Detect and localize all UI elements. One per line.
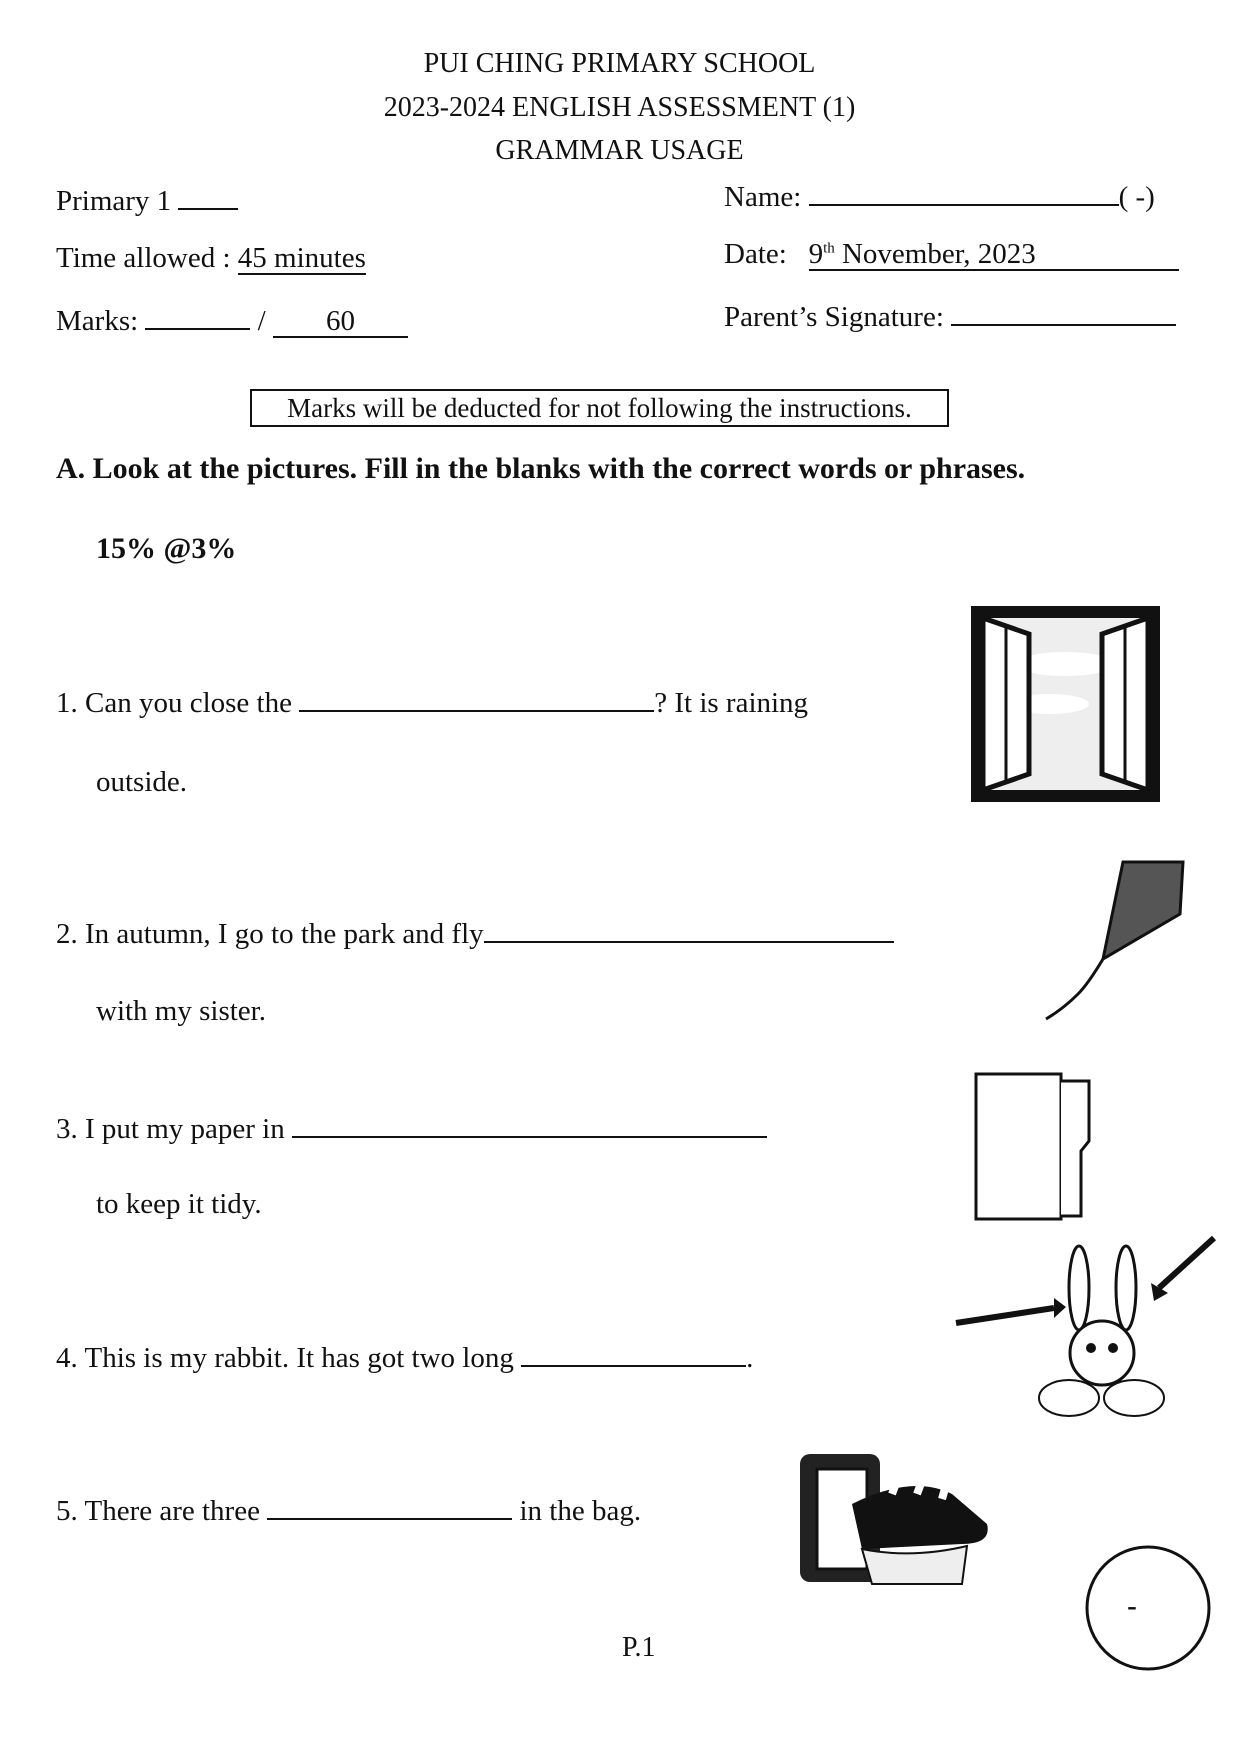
score-value: - [1127,1590,1137,1622]
instruction-notice: Marks will be deducted for not following the instructions. [250,389,949,427]
section-a-marks: 15% @3% [96,532,237,565]
marks-field [56,306,408,338]
bag-picture [792,1434,994,1586]
rabbit-picture [954,1233,1216,1423]
marks-blank[interactable] [145,306,250,330]
date-field [724,240,1179,271]
page-number: P.1 [622,1632,656,1663]
paper-title: GRAMMAR USAGE [495,135,744,166]
question-2-line2: with my sister. [96,995,266,1027]
date-label: Date: [724,238,787,270]
name-label: Name: [724,181,802,213]
signature-blank[interactable] [951,302,1176,326]
time-label: Time allowed : [56,242,231,274]
signature-field [724,302,1176,332]
question-2: 2. In autumn, I go to the park and fly [56,919,894,949]
time-value: 45 minutes [237,242,366,274]
class-blank[interactable] [178,186,238,210]
name-blank[interactable] [809,182,1119,206]
marks-total: 60 [273,307,408,338]
answer-blank-1[interactable] [299,688,654,712]
marks-separator: / [257,305,266,337]
class-number: ( -) [1118,181,1155,213]
score-circle [1084,1544,1212,1672]
section-a-title: A. Look at the pictures. Fill in the blanks with the correct words or phrases. [56,452,1026,485]
school-name: PUI CHING PRIMARY SCHOOL [423,48,816,79]
question-3-line2: to keep it tidy. [96,1188,262,1220]
assessment-title: 2023-2024 ENGLISH ASSESSMENT (1) [383,92,856,123]
question-1-line2: outside. [96,766,188,798]
question-4: 4. This is my rabbit. It has got two long . [56,1342,754,1374]
answer-blank-5[interactable] [267,1496,512,1520]
kite-picture [1038,854,1188,1024]
answer-blank-3[interactable] [292,1114,767,1138]
window-picture [969,604,1162,804]
time-field [56,244,366,275]
folder-picture [971,1071,1093,1223]
signature-label: Parent’s Signature: [724,301,944,333]
marks-label: Marks: [56,305,139,337]
answer-blank-2[interactable] [484,919,894,943]
class-label: Primary 1 [56,185,172,217]
answer-blank-4[interactable] [521,1343,746,1367]
question-3: 3. I put my paper in [56,1114,767,1144]
date-value: 9th November, 2023 [809,240,1179,271]
question-1: 1. Can you close the ? It is raining [56,687,809,719]
question-5: 5. There are three in the bag. [56,1495,642,1527]
class-field [56,186,238,216]
name-field [724,182,1155,212]
